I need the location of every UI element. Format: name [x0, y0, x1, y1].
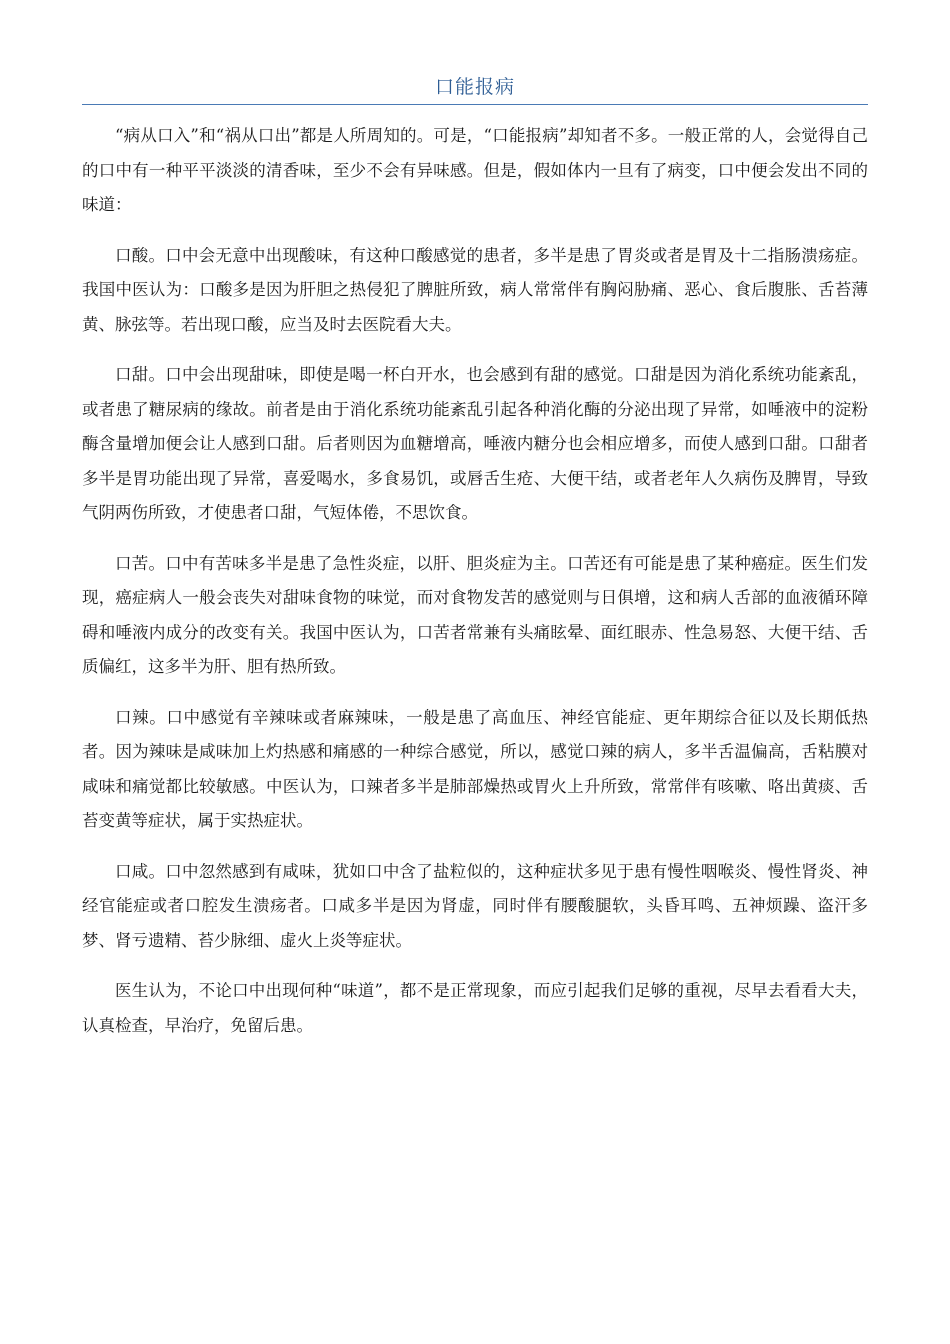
paragraph-conclusion: 医生认为，不论口中出现何种“味道”，都不是正常现象，而应引起我们足够的重视，尽早去看看大夫，认真检查，早治疗，免留后患。: [82, 981, 868, 1035]
paragraph-intro: “病从口入”和“祸从口出”都是人所周知的。可是，“口能报病”却知者不多。一般正常的人，会觉得自己的口中有一种平平淡淡的清香味，至少不会有异味感。但是，假如体内一旦有了病变，口中便会发出不同的味道：: [82, 126, 868, 214]
paragraph-bitter: 口苦。口中有苦味多半是患了急性炎症，以肝、胆炎症为主。口苦还有可能是患了某种癌症。医生们发现，癌症病人一般会丧失对甜味食物的味觉，而对食物发苦的感觉则与日俱增，这和病人舌部的血液循环障碍和唾液内成分的改变有关。我国中医认为，口苦者常兼有头痛眩晕、面红眼赤、性急易怒、大便干结、舌质偏红，这多半为肝、胆有热所致。: [82, 553, 868, 676]
paragraph-spicy: 口辣。口中感觉有辛辣味或者麻辣味，一般是患了高血压、神经官能症、更年期综合征以及长期低热者。因为辣味是咸味加上灼热感和痛感的一种综合感觉，所以，感觉口辣的病人，多半舌温偏高，舌粘膜对咸味和痛觉都比较敏感。中医认为，口辣者多半是肺部燥热或胃火上升所致，常常伴有咳嗽、咯出黄痰、舌苔变黄等症状，属于实热症状。: [82, 707, 868, 830]
paragraph-salty: 口咸。口中忽然感到有咸味，犹如口中含了盐粒似的，这种症状多见于患有慢性咽喉炎、慢性肾炎、神经官能症或者口腔发生溃疡者。口咸多半是因为肾虚，同时伴有腰酸腿软，头昏耳鸣、五神烦躁、盗汗多梦、肾亏遗精、苔少脉细、虚火上炎等症状。: [82, 861, 868, 950]
title-header: [82, 74, 868, 105]
paragraph-sour: 口酸。口中会无意中出现酸味，有这种口酸感觉的患者，多半是患了胃炎或者是胃及十二指肠溃疡症。我国中医认为：口酸多是因为肝胆之热侵犯了脾脏所致，病人常常伴有胸闷胁痛、恶心、食后腹胀、舌苔薄黄、脉弦等。若出现口酸，应当及时去医院看大夫。: [82, 245, 868, 334]
document-page: [82, 74, 868, 1059]
document-body: [82, 119, 868, 1043]
page-title: 口能报病: [434, 76, 515, 98]
paragraph-sweet: 口甜。口中会出现甜味，即使是喝一杯白开水，也会感到有甜的感觉。口甜是因为消化系统功能紊乱，或者患了糖尿病的缘故。前者是由于消化系统功能紊乱引起各种消化酶的分泌出现了异常，如唾液中的淀粉酶含量增加便会让人感到口甜。后者则因为血糖增高，唾液内糖分也会相应增多，而使人感到口甜。口甜者多半是胃功能出现了异常，喜爱喝水，多食易饥，或唇舌生疮、大便干结，或者老年人久病伤及脾胃，导致气阴两伤所致，才使患者口甜，气短体倦，不思饮食。: [82, 365, 868, 522]
